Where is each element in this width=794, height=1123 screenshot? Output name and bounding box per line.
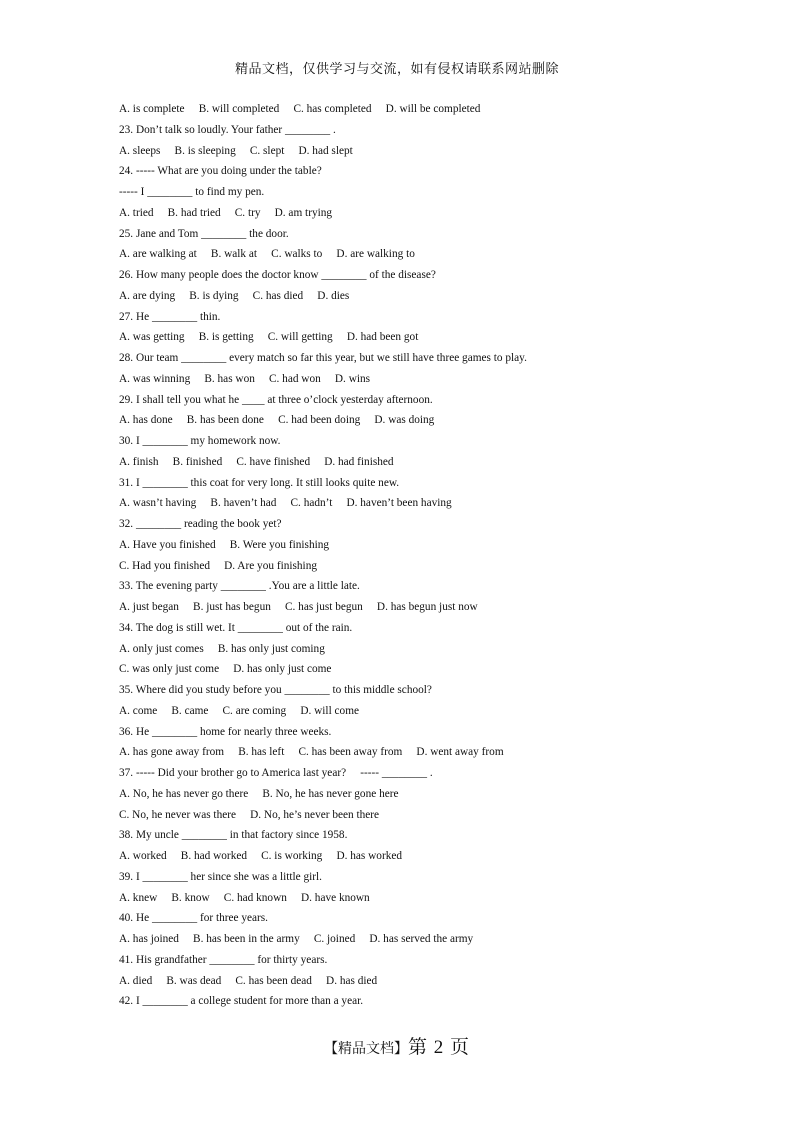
text-line: A. only just comes B. has only just coming: [119, 642, 325, 655]
text-line: A. has joined B. has been in the army C. joined D. has served the army: [119, 933, 474, 945]
text-line: A. was getting B. is getting C. will getting D. had been got: [119, 331, 419, 344]
text-line: 41. His grandfather ________ for thirty years.: [119, 953, 328, 966]
text-line: A. tried B. had tried C. try D. am trying: [119, 206, 333, 219]
footer-bracket-right: 】: [393, 1042, 408, 1057]
text-line: 25. Jane and Tom ________ the door.: [119, 227, 289, 240]
text-line: A. worked B. had worked C. is working D. has worked: [119, 850, 403, 862]
text-line: A. was winning B. has won C. had won D. wins: [119, 372, 371, 385]
text-line: A. just began B. just has begun C. has just begun D. has begun just now: [119, 601, 478, 613]
text-line: 36. He ________ home for nearly three weeks.: [119, 725, 332, 738]
text-line: 38. My uncle ________ in that factory since 1958.: [119, 829, 348, 842]
text-line: 23. Don’t talk so loudly. Your father ________ .: [119, 123, 336, 136]
text-line: A. come B. came C. are coming D. will come: [119, 704, 359, 717]
text-line: A. has gone away from B. has left C. has been away from D. went away from: [119, 746, 504, 759]
footer-bracket-left: 【: [323, 1042, 338, 1057]
text-line: 30. I ________ my homework now.: [119, 435, 281, 447]
text-line: 37. ----- Did your brother go to America last year? ----- ________ .: [119, 767, 433, 779]
text-line: A. died B. was dead C. has been dead D. has died: [119, 974, 378, 987]
text-line: C. was only just come D. has only just come: [119, 663, 332, 676]
footer-label: 精品文档: [337, 1042, 394, 1057]
text-line: A. No, he has never go there B. No, he has never gone here: [119, 787, 399, 800]
text-line: C. No, he never was there D. No, he’s never been there: [119, 808, 380, 821]
text-line: A. Have you finished B. Were you finishing: [119, 538, 330, 551]
document-body: [119, 99, 679, 1012]
text-line: A. is complete B. will completed C. has completed D. will be completed: [119, 103, 481, 115]
text-line: A. knew B. know C. had known D. have known: [119, 891, 370, 904]
text-line: A. are walking at B. walk at C. walks to D. are walking to: [119, 248, 415, 261]
text-line: 24. ----- What are you doing under the table?: [119, 165, 322, 178]
text-line: ----- I ________ to find my pen.: [119, 186, 265, 198]
text-line: 40. He ________ for three years.: [119, 912, 269, 925]
text-line: 42. I ________ a college student for more than a year.: [119, 995, 364, 1008]
text-line: A. finish B. finished C. have finished D. had finished: [119, 455, 394, 468]
text-line: A. has done B. has been done C. had been doing D. was doing: [119, 414, 435, 427]
text-line: 31. I ________ this coat for very long. It still looks quite new.: [119, 476, 400, 489]
text-line: C. Had you finished D. Are you finishing: [119, 559, 317, 572]
text-line: 28. Our team ________ every match so far this year, but we still have three games to play.: [119, 352, 527, 364]
page-number: 第 2 页: [407, 1037, 470, 1058]
text-line: 26. How many people does the doctor know ________ of the disease?: [119, 269, 436, 281]
page-header: 精品文档，仅供学习与交流，如有侵权请联系网站删除: [234, 61, 559, 76]
page-footer: [0, 1032, 794, 1059]
text-line: 35. Where did you study before you ________ to this middle school?: [119, 684, 432, 696]
text-line: 32. ________ reading the book yet?: [119, 518, 282, 530]
text-line: 27. He ________ thin.: [119, 310, 221, 323]
text-line: 39. I ________ her since she was a little girl.: [119, 870, 322, 883]
text-line: 33. The evening party ________ .You are a little late.: [119, 580, 360, 593]
text-line: A. sleeps B. is sleeping C. slept D. had slept: [119, 144, 353, 157]
text-line: 34. The dog is still wet. It ________ out of the rain.: [119, 621, 353, 634]
text-line: A. are dying B. is dying C. has died D. dies: [119, 289, 350, 302]
text-line: 29. I shall tell you what he ____ at three o’clock yesterday afternoon.: [119, 393, 433, 406]
text-line: A. wasn’t having B. haven’t had C. hadn’t D. haven’t been having: [119, 497, 452, 510]
